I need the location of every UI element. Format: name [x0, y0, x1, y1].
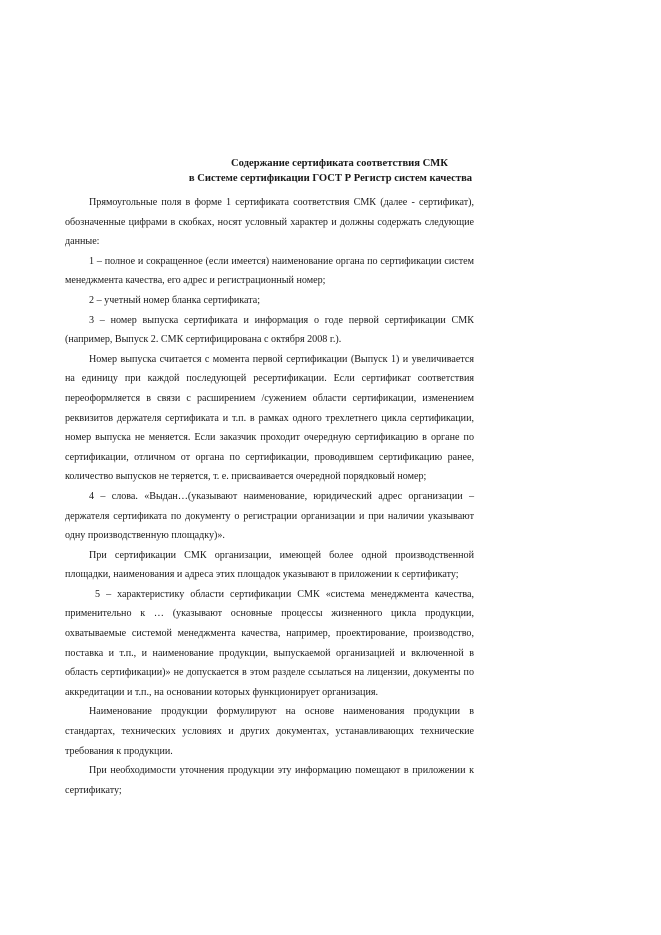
paragraph-field-5: 5 – характеристику области сертификации СМК «система менеджмента качества, применительно к … (указывают основные процессы жизненного цикла продукции, охватываемые системой менеджмента качества, например, проектирование, производство, поставка и т.п., и наименование продукции, выпускаемой организацией и включенной в область сертификации)» не допускается в этом разделе ссылаться на лицензии, документы по аккредитации и т.п., на основании которых функционирует организация. — [65, 588, 474, 698]
paragraph-field-1: 1 – полное и сокращенное (если имеется) наименование органа по сертификации систем менеджмента качества, его адрес и регистрационный номер; — [65, 255, 474, 287]
paragraph-field-3: 3 – номер выпуска сертификата и информация о годе первой сертификации СМК (например, Выпуск 2. СМК сертифицирована с октября 2008 г.). — [65, 314, 474, 346]
paragraph-product-clarification: При необходимости уточнения продукции эту информацию помещают в приложении к сертификату; — [65, 765, 474, 796]
paragraph-product-name: Наименование продукции формулируют на основе наименования продукции в стандартах, технических условиях и других документах, устанавливающих технические требования к продукции. — [65, 706, 474, 757]
paragraph-intro: Прямоугольные поля в форме 1 сертификата соответствия СМК (далее - сертификат), обозначенные цифрами в скобках, носят условный характер и должны содержать следующие данные: — [65, 197, 474, 248]
document-body — [65, 193, 474, 800]
document-heading — [0, 156, 661, 186]
paragraph-multiple-sites: При сертификации СМК организации, имеющей более одной производственной площадки, наименования и адреса этих площадок указывают в приложении к сертификату; — [65, 549, 474, 581]
heading-line-2: в Системе сертификации ГОСТ Р Регистр систем качества — [188, 173, 473, 184]
paragraph-issue-number: Номер выпуска считается с момента первой сертификации (Выпуск 1) и увеличивается на единицу при каждой последующей ресертификации. Если сертификат соответствия переоформляется в связи с расширением /сужением области сертификации, изменением реквизитов держателя сертификата и т.п. в рамках одного трехлетнего цикла сертификации, номер выпуска не меняется. Если заказчик проходит очередную сертификацию в органе по сертификации, отличном от органа по сертификации, проводившем сертификацию ранее, количество выпусков не теряется, т. е. присваивается очередной порядковый номер; — [65, 353, 474, 483]
heading-line-1: Содержание сертификата соответствия СМК — [231, 158, 448, 169]
paragraph-field-2: 2 – учетный номер бланка сертификата; — [89, 294, 261, 306]
paragraph-field-4: 4 – слова. «Выдан…(указывают наименование, юридический адрес организации – держателя сертификата по документу о регистрации организации и при наличии указывают одну производственную площадку)». — [65, 490, 474, 542]
